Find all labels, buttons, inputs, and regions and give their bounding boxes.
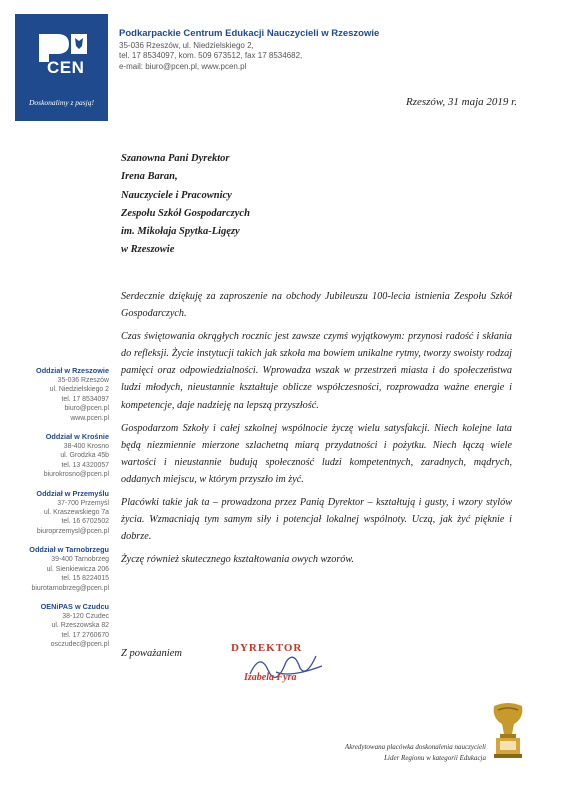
branch-krosno [10, 432, 109, 480]
letter-body [121, 288, 512, 574]
org-address: 35-036 Rzeszów, ul. Niedzielskiego 2, [119, 41, 254, 50]
branch-line: 37-700 Przemyśl [57, 499, 109, 507]
branch-line: tel. 17 8534097 [61, 395, 109, 403]
branch-line: ul. Kraszewskiego 7a [43, 509, 109, 517]
branch-name: Oddział w Tarnobrzegu [29, 545, 109, 555]
logo-tagline: Doskonalimy z pasją! [29, 98, 94, 107]
branch-name: Oddział w Rzeszowie [36, 366, 109, 375]
recipient-line: Nauczyciele i Pracownicy [121, 189, 232, 201]
branch-line: osczudec@pcen.pl [50, 641, 109, 649]
branch-name: Oddział w Przemyślu [36, 488, 109, 498]
branch-line: tel. 16 6702502 [61, 518, 109, 526]
branch-line: ul. Sienkiewicza 206 [46, 565, 109, 573]
recipient-line: w Rzeszowie [121, 244, 175, 256]
org-name: Podkarpackie Centrum Edukacji Nauczycieli w Rzeszowie [119, 28, 380, 39]
body-paragraph: Życzę również skutecznego kształtowania owych wzorów. [121, 554, 354, 566]
branch-line: biurokrosno@pcen.pl [43, 471, 109, 479]
branch-line: biuro@pcen.pl [64, 405, 109, 413]
branch-przemysl [10, 489, 109, 537]
branch-line: tel. 15 8224015 [61, 575, 109, 583]
recipient-line: Zespołu Szkół Gospodarczych [121, 207, 250, 219]
accreditation-line: Lider Regionu w kategorii Edukacja [384, 753, 486, 762]
branch-line: ul. Rzeszowska 82 [51, 622, 109, 630]
branch-tarnobrzeg [10, 545, 109, 593]
branch-czudec [10, 602, 109, 650]
recipient-line: im. Mikołaja Spytka-Ligęzy [121, 226, 240, 238]
body-paragraph: Serdecznie dziękuję za zaproszenie na obchody Jubileuszu 100-lecia istnienia Zespołu Szkół Gospodarczych. [121, 291, 512, 320]
accreditation-line: Akredytowana placówka doskonalenia nauczycieli [344, 743, 486, 751]
branch-line: ul. Niedzielskiego 2 [49, 386, 109, 394]
branch-line: 38-120 Czudec [62, 612, 109, 620]
org-email: e-mail: biuro@pcen.pl, www.pcen.pl [119, 61, 247, 71]
branch-line: 35-036 Rzeszów [57, 377, 109, 384]
branch-line: 39-400 Tarnobrzeg [51, 556, 109, 564]
body-paragraph: Placówki takie jak ta – prowadzona przez Panią Dyrektor – kształtują i gusty, i wzory stylów życia. Wzmacniają tym samym siły i potencjał lokalnej wspólnoty. Uczą, jak żyć pięknie i dobrze. [121, 497, 512, 543]
branch-list [10, 366, 109, 659]
closing-phrase: Z poważaniem [121, 648, 182, 659]
branch-line: ul. Grodzka 45b [60, 452, 109, 460]
letterhead [119, 28, 379, 72]
branch-line: tel. 13 4320057 [61, 461, 109, 469]
accreditation-note [300, 742, 486, 763]
branch-name: OENiPAS w Czudcu [40, 601, 109, 611]
letter-date: Rzeszów, 31 maja 2019 r. [405, 96, 517, 108]
recipient-block [121, 150, 250, 260]
body-paragraph: Gospodarzom Szkoły i całej szkolnej wspólnocie życzę wielu satysfakcji. Niech kolejne lata będą niezmiennie mierzone szlachetną miarą przydatności i pożytku. Niech łączą wiele wartości i nieustannie budują społeczność ludzi kompetentnych, zaradnych, mądrych, oddanych miejscu, w którym przyszło im żyć. [121, 422, 512, 485]
recipient-line: Szanowna Pani Dyrektor [121, 153, 230, 164]
signature-title: DYREKTOR [231, 642, 303, 654]
logo-text: CEN [47, 58, 85, 77]
recipient-line: Irena Baran, [121, 171, 178, 183]
trophy-icon [484, 700, 532, 764]
branch-rzeszow [10, 366, 109, 423]
branch-line: www.pcen.pl [70, 414, 109, 422]
pcen-logo [15, 14, 108, 121]
body-paragraph: Czas świętowania okrągłych rocznic jest zawsze czymś wyjątkowym: przynosi radość i skłania do refleksji. Życie instytucji takich jak szkoła ma bowiem unikalne rytmy, tworzy swoisty rodzaj pamięci oraz odpowiedzialności. Wprowadza wszak w przestrzeń miasta i do społeczeństwa ludzi młodych, nieustannie kształtuje oblicze współczesności, rozprowadza ważne energie i kompetencje, daje nadzieję na lepszą przyszłość. [121, 331, 512, 411]
branch-line: 38-400 Krosno [63, 443, 109, 451]
branch-line: biuroprzemysl@pcen.pl [36, 527, 109, 535]
branch-name: Oddział w Krośnie [45, 432, 109, 442]
org-phones: tel. 17 8534097, kom. 509 673512, fax 17 8534682, [119, 51, 303, 61]
signature-name: Izabela Fyra [244, 672, 297, 683]
branch-line: biurotarnobrzeg@pcen.pl [31, 584, 109, 592]
branch-line: tel. 17 2760670 [61, 631, 109, 639]
